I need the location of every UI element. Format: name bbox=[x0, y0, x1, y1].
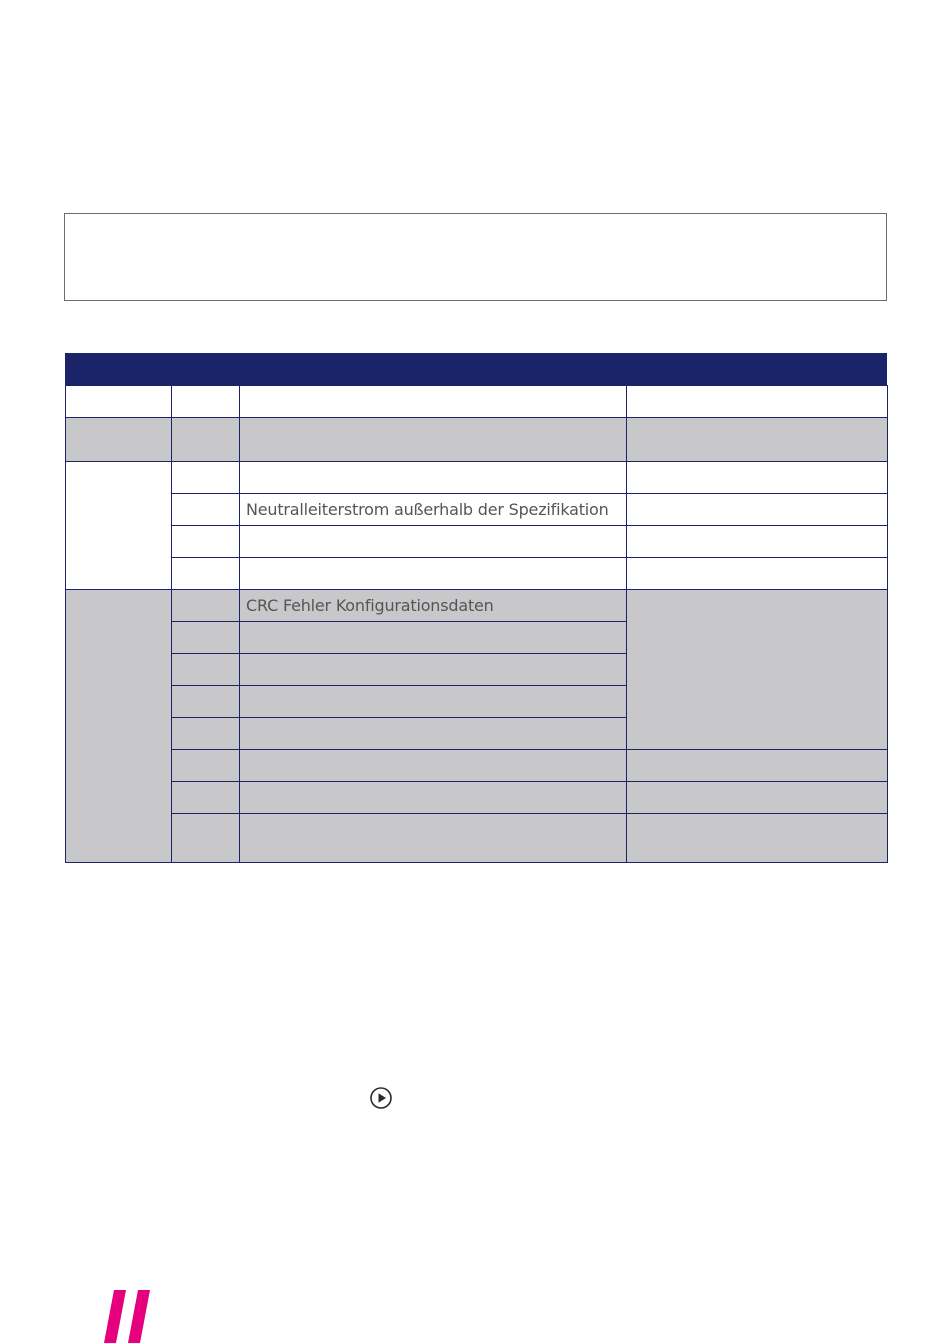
table-row bbox=[66, 494, 888, 526]
table-row bbox=[66, 590, 888, 622]
table-cell bbox=[240, 622, 627, 654]
table-row bbox=[66, 526, 888, 558]
table-cell bbox=[172, 718, 240, 750]
table-cell bbox=[66, 386, 172, 418]
table-cell bbox=[172, 750, 240, 782]
table-cell bbox=[627, 418, 888, 462]
table-cell bbox=[240, 686, 627, 718]
table-cell bbox=[172, 526, 240, 558]
table-cell bbox=[172, 462, 240, 494]
table-row bbox=[66, 462, 888, 494]
table-cell bbox=[240, 386, 627, 418]
table-cell bbox=[66, 590, 172, 863]
table-cell-description: Neutralleiterstrom außerhalb der Spezifikation bbox=[240, 494, 627, 526]
table-cell bbox=[172, 622, 240, 654]
table-cell bbox=[240, 814, 627, 863]
table-cell bbox=[240, 654, 627, 686]
table-cell bbox=[66, 418, 172, 462]
table-cell bbox=[172, 814, 240, 863]
table-row bbox=[66, 558, 888, 590]
table-cell bbox=[172, 558, 240, 590]
error-table bbox=[65, 353, 887, 863]
table-cell bbox=[172, 494, 240, 526]
table-cell bbox=[240, 418, 627, 462]
table-cell bbox=[627, 814, 888, 863]
table-cell bbox=[172, 418, 240, 462]
play-circle-icon[interactable] bbox=[370, 1087, 392, 1109]
table-cell bbox=[240, 782, 627, 814]
table-row bbox=[66, 750, 888, 782]
table-cell bbox=[240, 526, 627, 558]
table-cell bbox=[627, 494, 888, 526]
table-cell bbox=[627, 590, 888, 750]
brand-logo-icon bbox=[100, 1290, 160, 1343]
table-cell bbox=[240, 750, 627, 782]
table-cell bbox=[172, 782, 240, 814]
info-box bbox=[64, 213, 887, 301]
top-rule bbox=[64, 0, 887, 2]
table-cell bbox=[172, 590, 240, 622]
table-cell bbox=[172, 654, 240, 686]
table-cell bbox=[240, 558, 627, 590]
table-cell bbox=[66, 462, 172, 590]
table-cell bbox=[172, 686, 240, 718]
table-cell bbox=[240, 718, 627, 750]
table-cell-description: CRC Fehler Konfigurationsdaten bbox=[240, 590, 627, 622]
error-table-body bbox=[65, 385, 888, 863]
table-header bbox=[65, 353, 887, 385]
table-row bbox=[66, 782, 888, 814]
table-cell bbox=[627, 782, 888, 814]
table-row bbox=[66, 386, 888, 418]
table-cell bbox=[627, 750, 888, 782]
table-cell bbox=[172, 386, 240, 418]
table-cell bbox=[627, 462, 888, 494]
table-row bbox=[66, 418, 888, 462]
table-cell bbox=[240, 462, 627, 494]
table-row bbox=[66, 814, 888, 863]
table-cell bbox=[627, 526, 888, 558]
table-cell bbox=[627, 386, 888, 418]
table-cell bbox=[627, 558, 888, 590]
